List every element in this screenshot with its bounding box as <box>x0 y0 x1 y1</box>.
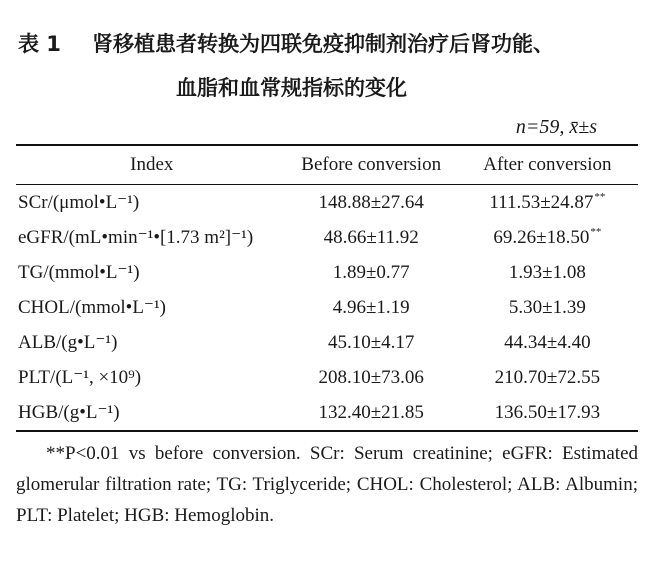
row-index: SCr/(μmol•L⁻¹) <box>18 192 140 213</box>
table-row <box>16 255 638 290</box>
row-before: 132.40±21.85 <box>286 395 457 431</box>
row-after-cell <box>457 185 638 221</box>
row-index: PLT/(L⁻¹, ×10⁹) <box>18 367 142 388</box>
table-row <box>16 360 638 395</box>
row-before: 1.89±0.77 <box>332 261 410 283</box>
header-before: Before conversion <box>286 145 457 185</box>
table-row <box>16 290 638 325</box>
footnote-text: **P<0.01 vs before conversion. SCr: Serum creatinine; eGFR: Estimated glomerular filtration rate; TG: Triglyceride; CHOL: Cholesterol; ALB: Albumin; PLT: Platelet; HGB: Hemoglobin. <box>16 443 638 526</box>
table-title-line-1: 肾移植患者转换为四联免疫抑制剂治疗后肾功能、 <box>92 32 554 56</box>
header-index: Index <box>16 145 286 185</box>
header-row <box>16 145 638 185</box>
row-before: 208.10±73.06 <box>318 366 424 388</box>
row-after: 5.30±1.39 <box>508 296 586 318</box>
sample-size-note: n=59, x̄±s <box>515 116 597 138</box>
row-after-cell <box>457 220 638 255</box>
data-table <box>16 144 638 432</box>
row-after: 1.93±1.08 <box>508 261 586 283</box>
row-index: HGB/(g•L⁻¹) <box>16 395 286 431</box>
row-after: 44.34±4.40 <box>504 331 591 353</box>
row-before: 148.88±27.64 <box>318 191 424 213</box>
row-after: 111.53±24.87 <box>489 192 594 213</box>
header-after: After conversion <box>457 145 638 185</box>
row-after: 69.26±18.50 <box>493 227 590 248</box>
table-row <box>16 325 638 360</box>
table-footnote <box>16 438 638 531</box>
row-index: ALB/(g•L⁻¹) <box>18 332 118 353</box>
table-row <box>16 395 638 431</box>
table-label: 表 1 <box>18 32 61 56</box>
row-before: 4.96±1.19 <box>332 296 410 318</box>
table-row <box>16 220 638 255</box>
row-before: 48.66±11.92 <box>323 226 419 248</box>
row-after: 136.50±17.93 <box>457 395 638 431</box>
row-index: TG/(mmol•L⁻¹) <box>18 262 140 283</box>
significance-mark: ** <box>590 226 602 238</box>
row-before: 45.10±4.17 <box>327 331 415 353</box>
table-title-line-2: 血脂和血常规指标的变化 <box>176 76 407 100</box>
row-after: 210.70±72.55 <box>494 366 601 388</box>
row-index: eGFR/(mL•min⁻¹•[1.73 m²]⁻¹) <box>18 227 254 248</box>
table-row <box>16 185 638 221</box>
row-index: CHOL/(mmol•L⁻¹) <box>18 297 166 318</box>
significance-mark: ** <box>594 191 606 203</box>
